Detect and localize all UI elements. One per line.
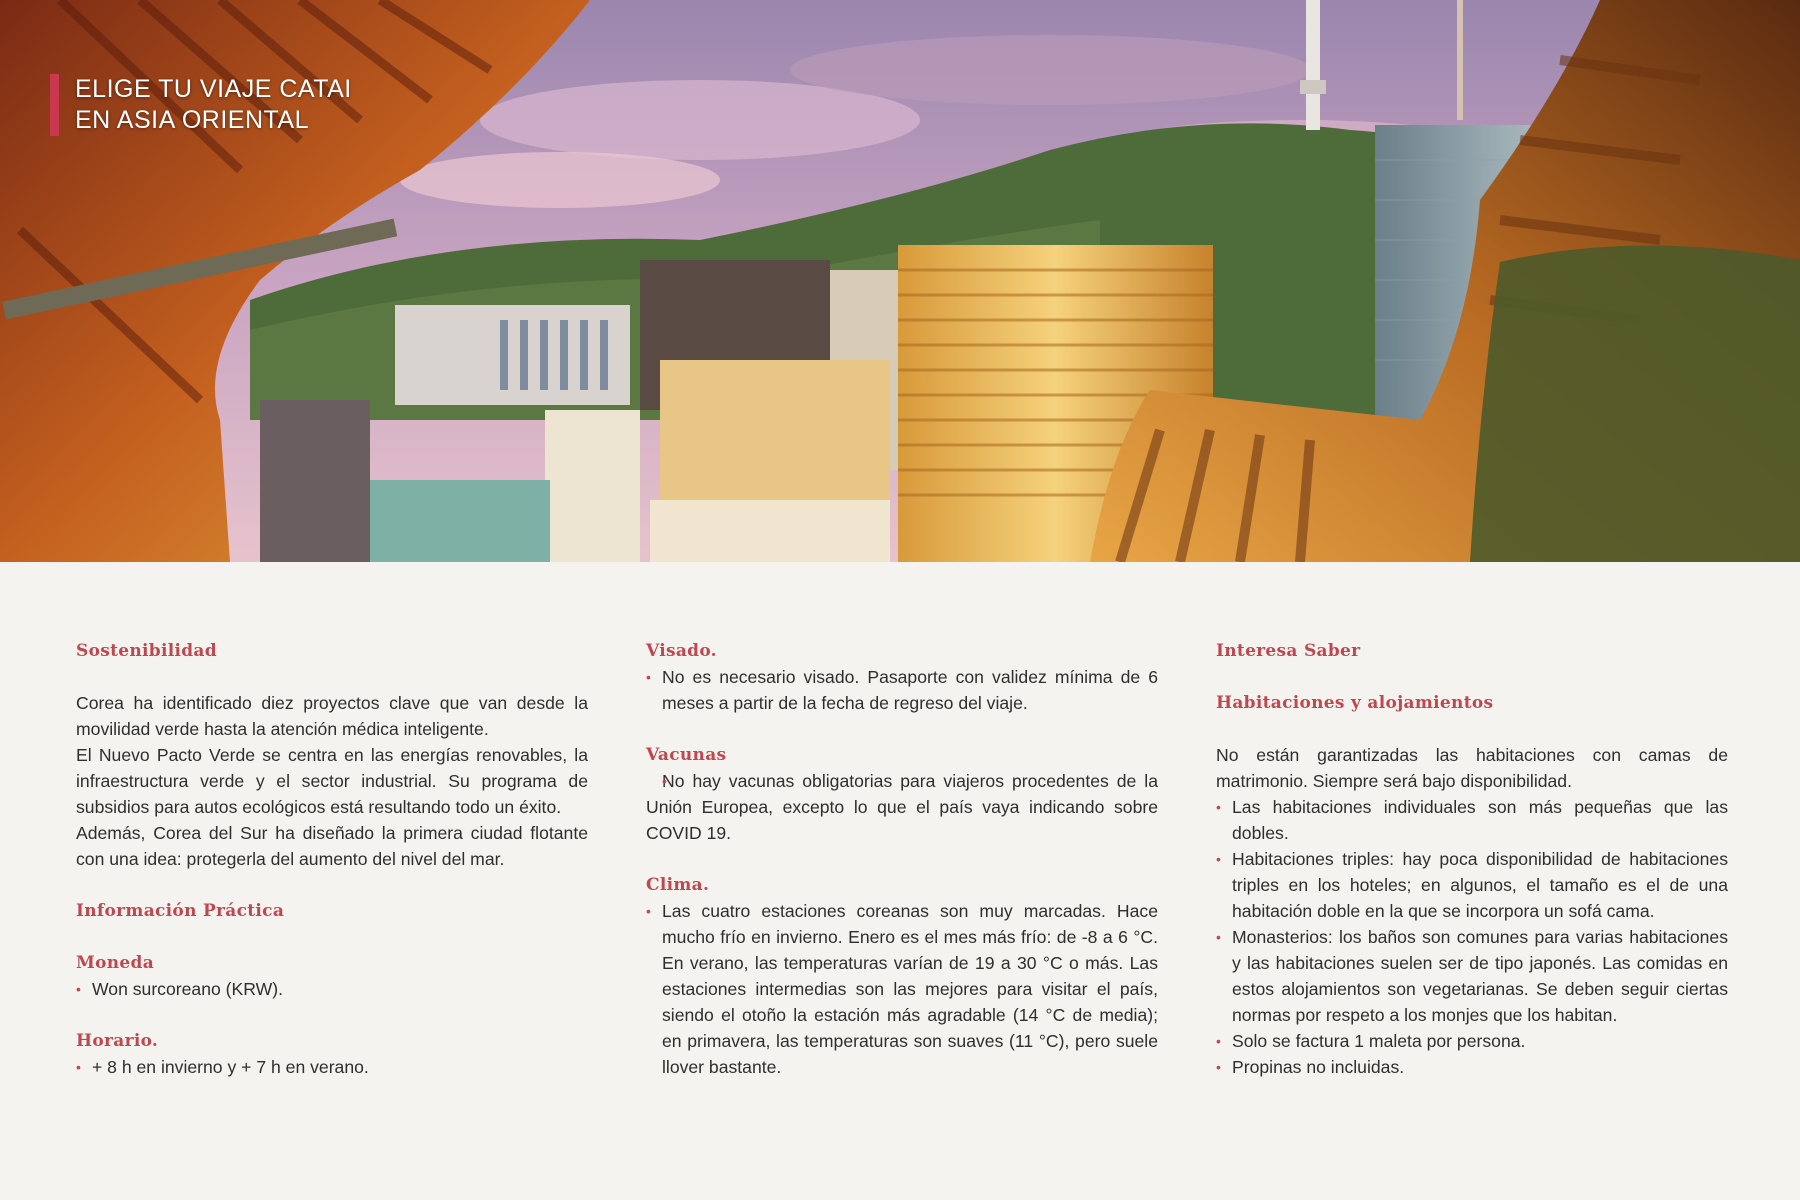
list-item: • No hay vacunas obligatorias para viajeros procedentes de la Unión Europea, excepto lo que el país vaya indicando sobre COVID 19. [646,768,1158,846]
habitaciones-intro: No están garantizadas las habitaciones con camas de matrimonio. Siempre será bajo disponibilidad. [1216,745,1728,791]
heading-visado: Visado. [646,641,717,661]
list-item: • Monasterios: los baños son comunes para varias habitaciones y las habitaciones suelen ser de tipo japonés. Las comidas en estos alojamientos son vegetarianas. Se deben seguir ciertas normas por respeto a los monjes que los habitan. [1216,924,1728,1028]
vacunas-list [646,768,1158,846]
column-interesa-saber [1216,638,1728,1080]
clima-list [646,898,1158,1080]
habitaciones-list [1216,794,1728,1080]
list-item: • Solo se factura 1 maleta por persona. [1216,1028,1728,1054]
heading-clima: Clima. [646,875,710,895]
heading-horario: Horario. [76,1031,159,1051]
list-item: • No es necesario visado. Pasaporte con validez mínima de 6 meses a partir de la fecha de regreso del viaje. [646,664,1158,716]
visado-list [646,664,1158,716]
sostenibilidad-paragraph-2: El Nuevo Pacto Verde se centra en las energías renovables, la infraestructura verde y el sector industrial. Su programa de subsidios para autos ecológicos está resultando todo un éxito. [76,745,588,817]
heading-informacion-practica: Información Práctica [76,901,285,921]
list-item: • + 8 h en invierno y + 7 h en verano. [76,1054,588,1080]
heading-sostenibilidad: Sostenibilidad [76,641,217,661]
list-item: • Won surcoreano (KRW). [76,976,588,1002]
heading-moneda: Moneda [76,953,155,973]
heading-interesa-saber: Interesa Saber [1216,641,1361,661]
sostenibilidad-paragraph-3: Además, Corea del Sur ha diseñado la primera ciudad flotante con una idea: protegerla del aumento del nivel del mar. [76,823,588,869]
hero-title-line-1: ELIGE TU VIAJE CATAI [75,75,352,103]
hero-image [0,0,1800,562]
hero-title [50,74,352,136]
list-item: • Habitaciones triples: hay poca disponibilidad de habitaciones triples en los hoteles; en algunos, el tamaño es el de una habitación doble en la que se incorpora un sofá cama. [1216,846,1728,924]
list-item: • Propinas no incluidas. [1216,1054,1728,1080]
column-visado-clima [646,638,1158,1080]
sostenibilidad-paragraph-1: Corea ha identificado diez proyectos clave que van desde la movilidad verde hasta la atención médica inteligente. [76,693,588,739]
moneda-list [76,976,588,1002]
heading-vacunas: Vacunas [646,745,727,765]
list-item: • Las cuatro estaciones coreanas son muy marcadas. Hace mucho frío en invierno. Enero es el mes más frío: de -8 a 6 °C. En verano, las temperaturas varían de 19 a 30 °C o más. Las estaciones intermedias son las mejores para visitar el país, siendo el otoño la estación más agradable (14 °C de media); en primavera, las temperaturas son suaves (11 °C), pero suele llover bastante. [646,898,1158,1080]
list-item: • Las habitaciones individuales son más pequeñas que las dobles. [1216,794,1728,846]
column-sostenibilidad [76,638,588,1080]
hero-title-line-2: EN ASIA ORIENTAL [75,106,310,134]
horario-list [76,1054,588,1080]
heading-habitaciones: Habitaciones y alojamientos [1216,693,1494,713]
